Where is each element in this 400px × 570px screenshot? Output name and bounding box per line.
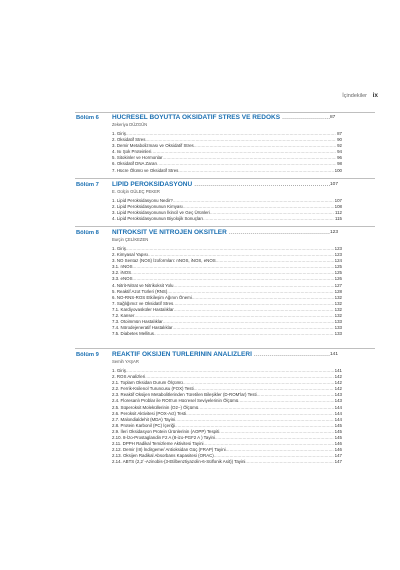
toc-entry-title: 5. Sitokinler ve Hormonlar xyxy=(112,155,163,161)
toc-entry-page: 132 xyxy=(334,313,342,319)
toc-entry-page: 132 xyxy=(334,306,342,312)
toc-entry-title: 2. Kimyasal Yapısı xyxy=(112,252,148,258)
chapter-author: E. Gülçin GÜLEÇ PEKER xyxy=(112,189,160,194)
toc-entry-page: 126 xyxy=(334,276,342,282)
toc-entry-title: 3. NO Sentaz (NOS) İzoformları: nNOS, iNOS, eNOS xyxy=(112,258,216,264)
toc-entry-page: 144 xyxy=(334,410,342,416)
toc-entry-page: 123 xyxy=(334,252,342,258)
dot-leader xyxy=(245,459,333,465)
toc-entry-title: 6. Oksidatif DNA Zararı xyxy=(112,161,158,167)
divider xyxy=(75,178,375,179)
toc-entry-page: 133 xyxy=(334,325,342,331)
toc-entry-page: 147 xyxy=(334,453,342,459)
toc-entry-page: 90 xyxy=(337,137,342,143)
toc-entry-page: 132 xyxy=(334,294,342,300)
toc-entry-title: 4. Nitrit-Nitrat ve Nitrikoksit Yolu xyxy=(112,282,174,288)
toc-entry-title: 4. Isı Şok Proteinleri xyxy=(112,149,152,155)
chapter-page: 107 xyxy=(330,182,339,187)
chapter-page: 123 xyxy=(330,230,339,235)
toc-entry-title: 2.2. Ferrik-Ksilenol Turuncusu (FOX) Testi xyxy=(112,386,194,392)
toc-entry-title: 2.8. Protein Karbonil (PC) İçeriği xyxy=(112,422,175,428)
toc-entry-page: 87 xyxy=(337,131,342,136)
toc-entry-page: 115 xyxy=(335,216,342,222)
chapter-title: LİPİD PEROKSİDASYONU ..... xyxy=(112,181,330,188)
chapter-entries xyxy=(112,198,342,222)
toc-entry-page: 146 xyxy=(334,447,342,453)
toc-entry-title: 2. Lipid Peroksidasyonunun Kimyası xyxy=(112,204,183,210)
toc-entry-page: 144 xyxy=(334,416,342,422)
toc-entry-title: 7.4. Nörodejeneratif Hastalıklar xyxy=(112,325,173,331)
toc-entry-page: 132 xyxy=(334,300,342,306)
toc-entry-page: 96 xyxy=(337,155,342,161)
toc-entry-page: 145 xyxy=(334,422,342,428)
toc-entry-page: 143 xyxy=(334,392,342,398)
toc-entry-title: 6. NO-RNS-ROS Etkileşim Ağının Önemi xyxy=(112,294,192,300)
chapter-number: Bölüm 7 xyxy=(76,182,99,188)
toc-entry-page: 127 xyxy=(334,282,342,288)
chapter-entries xyxy=(112,246,342,337)
toc-entry-title: 3.3. eNOS xyxy=(112,276,133,282)
toc-entry-page: 143 xyxy=(334,398,342,404)
dot-leader xyxy=(203,216,334,222)
toc-entry-page: 133 xyxy=(334,319,342,325)
toc-entry-page: 142 xyxy=(334,374,342,380)
toc-entry-title: 2.5. Süperoksit Moleküllerinin (O2−) Ölçümü xyxy=(112,404,199,410)
chapter-entries xyxy=(112,131,342,174)
toc-entry-title: 2.13. Oksijen Radikal Absorbans Kapasitesi (ORAC) xyxy=(112,453,214,459)
toc-entry-title: 2. Oksidatif Stres xyxy=(112,137,146,143)
toc-entry-page: 145 xyxy=(334,428,342,434)
divider xyxy=(75,226,375,227)
toc-entry-title: 1. Lipid Peroksidasyonu Nedir? xyxy=(112,198,173,203)
toc-entry-title: 1. Giriş xyxy=(112,246,126,251)
toc-entry-title: 3. Lipid Peroksidasyonunun İkincil ve Geç Ürünleri xyxy=(112,210,210,216)
toc-entry xyxy=(112,216,342,222)
toc-entry-title: 7.2. Kanser xyxy=(112,313,135,319)
chapter-title: NİTROKSİT VE NİTROJEN OKSİTLER ..... xyxy=(112,229,330,236)
toc-entry-title: 2.10. 8-İzo-Prostaglandin F2 A (8-izo-PGF2 A ) Tayini xyxy=(112,435,215,441)
page-number: ix xyxy=(372,92,378,99)
toc-entry-title: 2.3. Reaktif Oksijen Metabolitlerinden Türetilen Bileşikler (D-ROM'lar) Testi xyxy=(112,392,257,398)
chapter-entries xyxy=(112,368,342,466)
toc-entry-page: 146 xyxy=(334,441,342,447)
chapter-author: Semih YAŞAR xyxy=(112,359,139,364)
toc-entry-title: 3.2. iNOS xyxy=(112,270,132,276)
toc-entry xyxy=(112,331,342,337)
chapter-page: 141 xyxy=(330,352,339,357)
toc-entry-page: 124 xyxy=(334,258,342,264)
page-header xyxy=(0,92,400,104)
chapter-author: Zekeriya DÜZGÜN xyxy=(112,122,148,127)
divider xyxy=(75,112,375,113)
toc-entry-title: 2.14. ABTS (2,2´-Azinobis-(3-Etilbenztiyazolin-6-Sülfonik Asit)) Tayini xyxy=(112,459,246,465)
toc-entry-page: 128 xyxy=(334,288,342,294)
divider xyxy=(75,348,375,349)
toc-entry-page: 125 xyxy=(334,270,342,276)
dot-leader xyxy=(154,331,334,337)
toc-entry xyxy=(112,168,342,174)
toc-entry-title: 2. ROS Analizleri xyxy=(112,374,146,380)
toc-entry-page: 133 xyxy=(334,331,342,337)
toc-entry-page: 142 xyxy=(334,380,342,386)
toc-entry-page: 108 xyxy=(334,204,342,210)
toc-entry-page: 144 xyxy=(334,404,342,410)
toc-entry-title: 5. Reaktif Azot Türleri (RNS) xyxy=(112,288,168,294)
toc-entry-title: 1. Giriş xyxy=(112,131,126,136)
toc-entry-title: 3.1. nNOS xyxy=(112,264,133,270)
toc-entry-title: 2.12. Demir (III) İndirgeme/ Antioksidan Güç (FRAP) Tayini xyxy=(112,447,226,453)
toc-entry-title: 2.11. DPPH Radikal Temizleme Aktivitesi Tayini xyxy=(112,441,204,447)
toc-entry-page: 145 xyxy=(334,435,342,441)
chapter-title: HÜCRESEL BOYUTTA OKSİDATİF STRES VE REDOKS ..... xyxy=(112,114,330,121)
toc-entry-title: 4. Lipid Peroksidasyonunun Biyolojik Sonuçları xyxy=(112,216,204,222)
chapter-number: Bölüm 8 xyxy=(76,230,99,236)
toc-entry-page: 107 xyxy=(334,198,342,203)
toc-entry-page: 125 xyxy=(334,264,342,270)
toc-entry-title: 2.1. Toplam Oksidan Durum Ölçümü xyxy=(112,380,183,386)
toc-entry-title: 2.6. Peroksit Aktivitesi (POX-Act) Testi xyxy=(112,410,187,416)
toc-entry-page: 142 xyxy=(334,386,342,392)
running-header-title: İçindekiler xyxy=(342,93,367,99)
toc-entry-title: 2.4. Floresanlı Problar ile ROS'un Hücresel Seviyelerinin Ölçümü xyxy=(112,398,239,404)
toc-entry-page: 94 xyxy=(337,149,342,155)
chapter-number: Bölüm 9 xyxy=(76,352,99,358)
toc-entry-title: 2.7. Malondialdehit (MDA) Tayini xyxy=(112,416,176,422)
chapter-number: Bölüm 6 xyxy=(76,115,99,121)
toc-entry-title: 7. Sağlığımız ve Oksidatif Stres xyxy=(112,300,174,306)
toc-entry-title: 1. Giriş xyxy=(112,368,126,373)
chapter-author: Burçin ÇELİKEZEN xyxy=(112,237,149,242)
toc-entry-page: 98 xyxy=(337,161,342,167)
toc-entry-title: 7. Hücre Ölümü ve Oksidatif Stres xyxy=(112,167,179,173)
toc-entry-title: 3. Demir Metabolizması ve Oksidatif Stres xyxy=(112,143,194,149)
toc-entry-title: 2.9. İleri Oksidasyon Protein Ürünlerinin (AOPP) Tespiti xyxy=(112,428,220,434)
toc-entry-title: 7.5. Diabetes Mellitus xyxy=(112,331,154,337)
chapter-title: REAKTİF OKSİJEN TÜRLERİNİN ANALİZLERİ ..... xyxy=(112,351,330,358)
toc-entry-page: 100 xyxy=(334,167,342,173)
toc-entry-page: 92 xyxy=(337,143,342,149)
toc-entry-page: 141 xyxy=(334,368,342,373)
toc-entry-title: 7.3. Otoimmün Hastalıklar xyxy=(112,319,163,325)
dot-leader xyxy=(178,168,333,174)
toc-entry-page: 123 xyxy=(334,246,342,251)
toc-entry-page: 112 xyxy=(335,210,342,216)
chapter-page: 87 xyxy=(330,115,336,120)
toc-entry-title: 7.1. Kardiyovasküler Hastalıklar xyxy=(112,306,174,312)
toc-entry xyxy=(112,459,342,465)
toc-entry-page: 147 xyxy=(334,459,342,465)
